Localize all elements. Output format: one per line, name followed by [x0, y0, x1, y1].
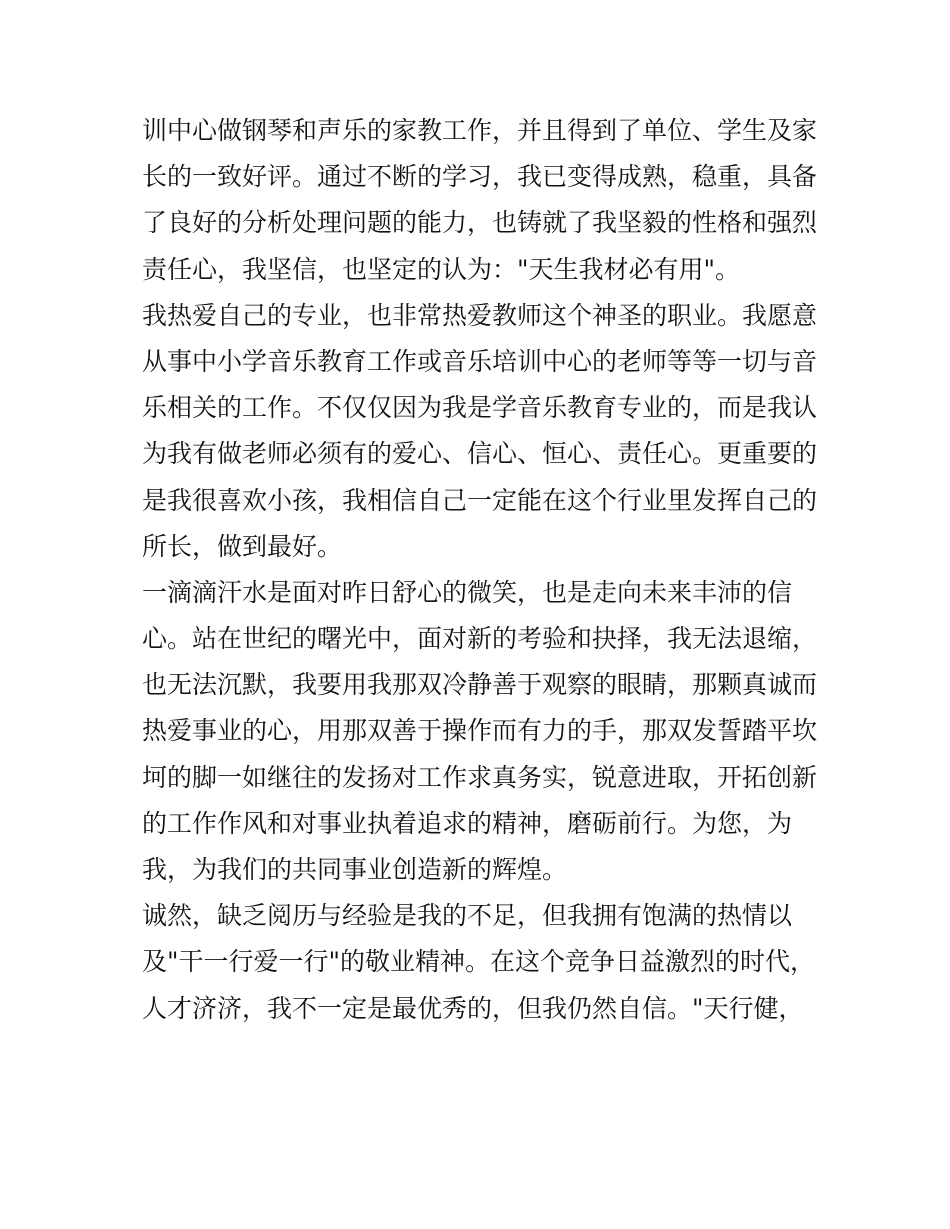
text-line: 一滴滴汗水是面对昨日舒心的微笑，也是走向未来丰沛的信: [142, 577, 793, 607]
text-line: 人才济济，我不一定是最优秀的，但我仍然自信。"天行健，: [142, 993, 804, 1023]
text-line: 及"干一行爱一行"的敬业精神。在这个竞争日益激烈的时代，: [142, 947, 816, 977]
text-line: 所长，做到最好。: [142, 531, 343, 561]
text-line: 责任心，我坚信，也坚定的认为："天生我材必有用"。: [142, 254, 741, 284]
text-line: 坷的脚一如继往的发扬对工作求真务实，锐意进取，开拓创新: [142, 762, 818, 792]
text-line: 训中心做钢琴和声乐的家教工作，并且得到了单位、学生及家: [142, 116, 818, 145]
text-line: 是我很喜欢小孩，我相信自己一定能在这个行业里发挥自己的: [142, 485, 818, 515]
text-line: 诚然，缺乏阅历与经验是我的不足，但我拥有饱满的热情以: [142, 901, 793, 931]
text-line: 了良好的分析处理问题的能力，也铸就了我坚毅的性格和强烈: [142, 208, 818, 238]
text-line: 乐相关的工作。不仅仅因为我是学音乐教育专业的，而是我认: [142, 393, 818, 423]
text-line: 的工作作风和对事业执着追求的精神，磨砺前行。为您，为: [142, 808, 793, 838]
document-body: [142, 108, 822, 1032]
text-line: 热爱事业的心，用那双善于操作而有力的手，那双发誓踏平坎: [142, 716, 818, 746]
text-line: 长的一致好评。通过不断的学习，我已变得成熟，稳重，具备: [142, 162, 818, 192]
text-line: 也无法沉默，我要用我那双冷静善于观察的眼睛，那颗真诚而: [142, 670, 818, 700]
text-line: 我，为我们的共同事业创造新的辉煌。: [142, 855, 568, 884]
text-line: 从事中小学音乐教育工作或音乐培训中心的老师等等一切与音: [142, 346, 818, 376]
text-line: 为我有做老师必须有的爱心、信心、恒心、责任心。更重要的: [142, 439, 818, 469]
text-line: 我热爱自己的专业，也非常热爱教师这个神圣的职业。我愿意: [142, 300, 818, 330]
text-line: 心。站在世纪的曙光中，面对新的考验和抉择，我无法退缩，: [142, 624, 818, 654]
